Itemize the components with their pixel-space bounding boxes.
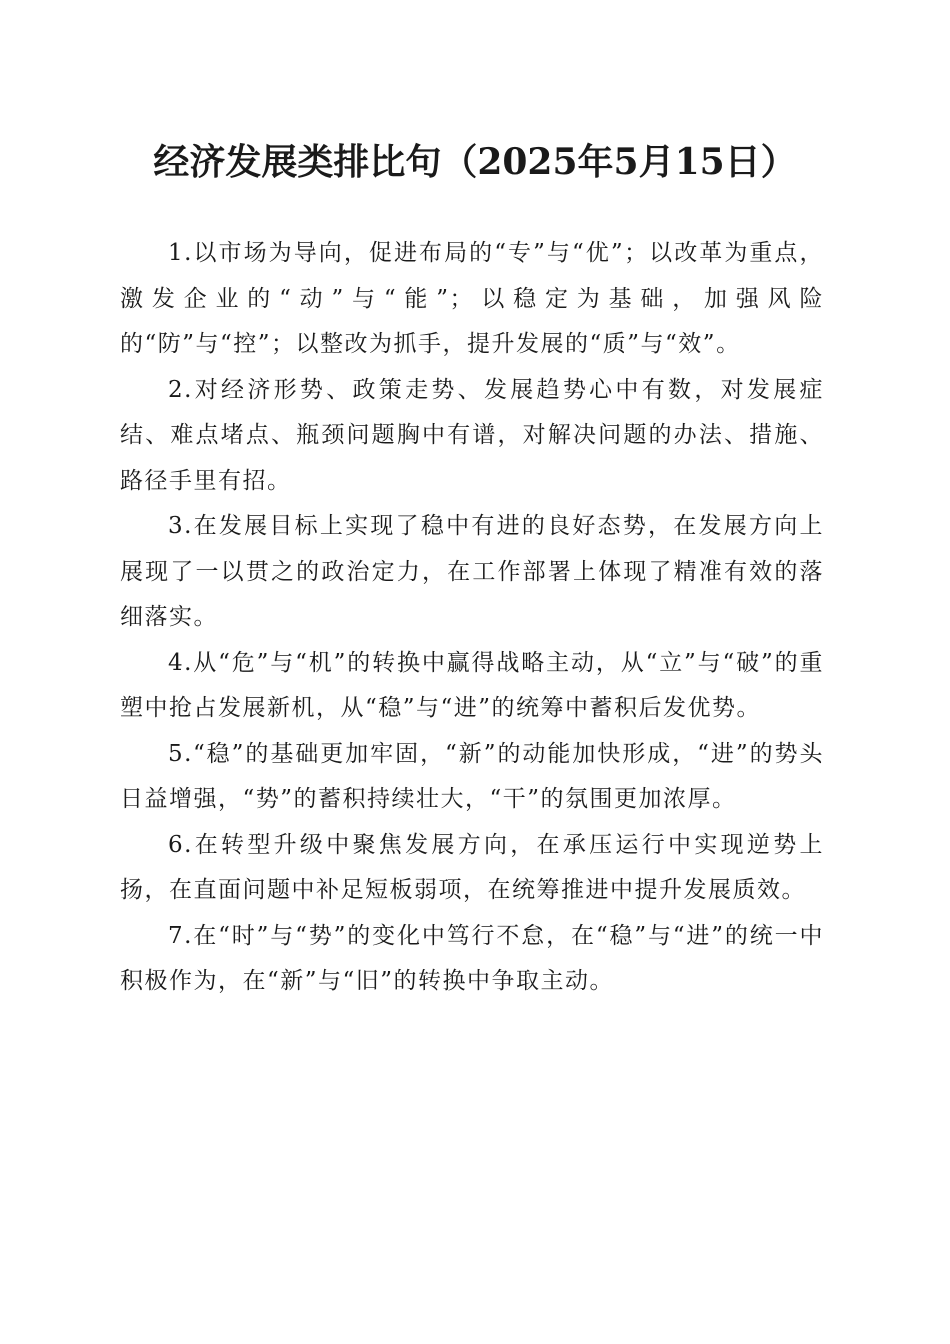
paragraph-5: 5.“稳”的基础更加牢固，“新”的动能加快形成，“进”的势头日益增强，“势”的蓄积持续壮大，“干”的氛围更加浓厚。 — [120, 740, 824, 812]
paragraph-1: 1.以市场为导向，促进布局的“专”与“优”；以改革为重点，激发企业的“动”与“能”；以稳定为基础，加强风险的“防”与“控”；以整改为抓手，提升发展的“质”与“效”。 — [120, 240, 824, 357]
paragraph-4: 4.从“危”与“机”的转换中赢得战略主动，从“立”与“破”的重塑中抢占发展新机，从“稳”与“进”的统筹中蓄积后发优势。 — [120, 649, 824, 721]
paragraph-6: 6.在转型升级中聚焦发展方向，在承压运行中实现逆势上扬，在直面问题中补足短板弱项，在统筹推进中提升发展质效。 — [120, 831, 824, 903]
paragraph-7: 7.在“时”与“势”的变化中笃行不怠，在“稳”与“进”的统一中积极作为，在“新”与“旧”的转换中争取主动。 — [120, 922, 824, 994]
paragraph-3: 3.在发展目标上实现了稳中有进的良好态势，在发展方向上展现了一以贯之的政治定力，在工作部署上体现了精准有效的落细落实。 — [120, 513, 824, 630]
document-title: 经济发展类排比句（2025年5月15日） — [153, 141, 797, 183]
document-body — [120, 231, 824, 1005]
paragraph-2: 2.对经济形势、政策走势、发展趋势心中有数，对发展症结、难点堵点、瓶颈问题胸中有谱，对解决问题的办法、措施、路径手里有招。 — [120, 376, 824, 494]
